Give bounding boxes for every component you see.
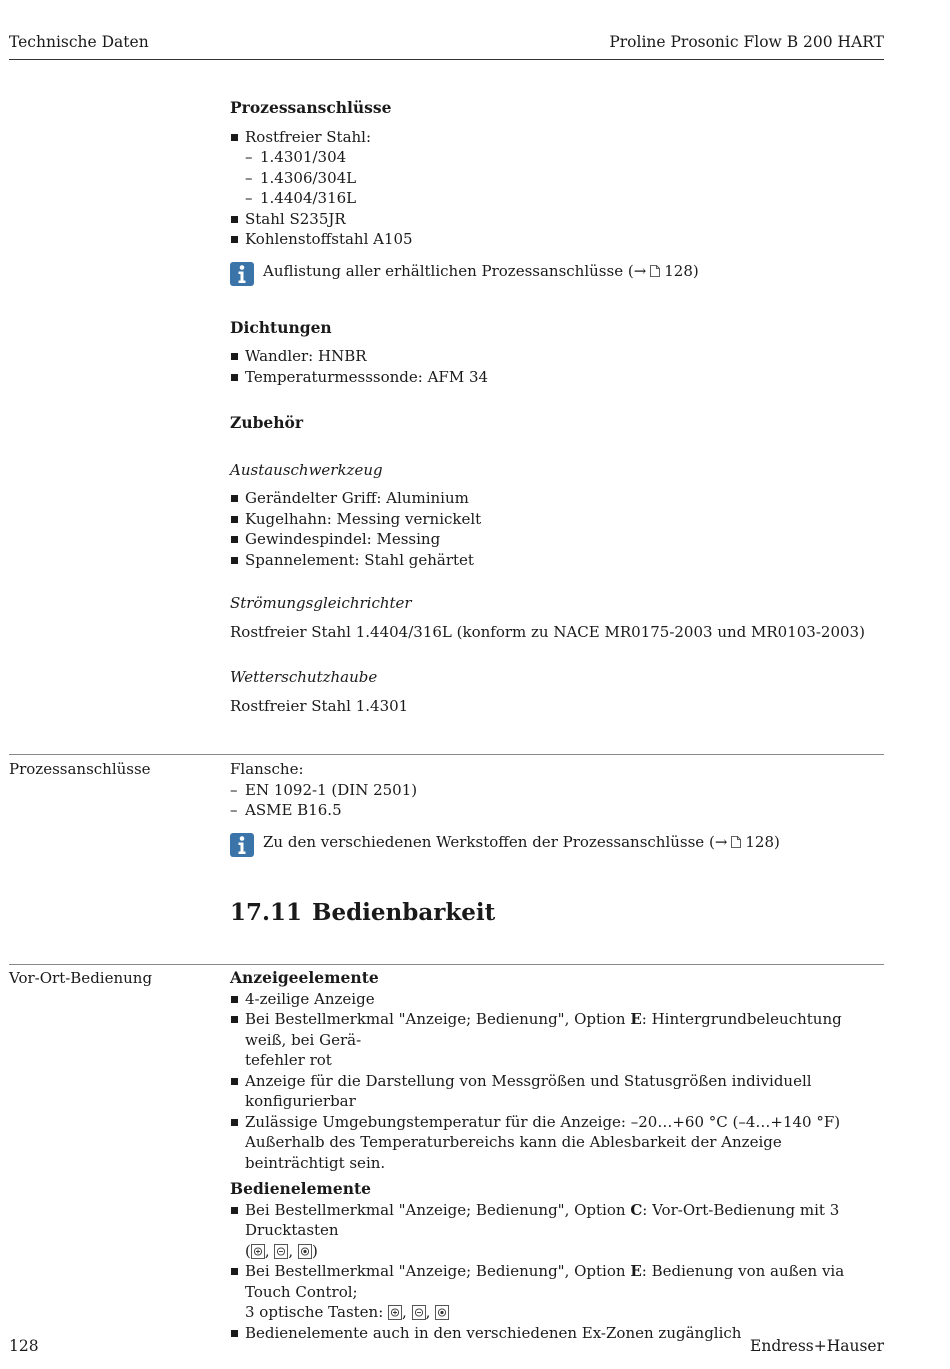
plus-key-icon bbox=[388, 1305, 402, 1320]
vorort-block bbox=[230, 968, 885, 1343]
austausch-list bbox=[230, 488, 885, 570]
minus-key-icon bbox=[412, 1305, 426, 1320]
chapter-title: Bedienbarkeit bbox=[312, 899, 496, 926]
section-rule bbox=[9, 754, 884, 755]
stroemung-text: Rostfreier Stahl 1.4404/316L (konform zu NACE MR0175-2003 und MR0103-2003) bbox=[230, 622, 865, 641]
austausch-subheading: Austauschwerkzeug bbox=[230, 460, 383, 479]
arrow-icon: → bbox=[633, 261, 647, 280]
page-ref-icon bbox=[731, 836, 741, 848]
list-item: – ASME B16.5 bbox=[230, 800, 885, 821]
info-note bbox=[230, 261, 885, 286]
info-icon bbox=[230, 262, 254, 286]
chapter-heading bbox=[230, 899, 885, 926]
page-ref-link[interactable]: 128) bbox=[664, 261, 699, 280]
minus-key-icon bbox=[274, 1244, 288, 1259]
list-item: Bei Bestellmerkmal "Anzeige; Bedienung", Option E: Hintergrundbeleuchtung weiß, bei Gerä- tefehler rot bbox=[230, 1009, 885, 1071]
section-rule bbox=[9, 964, 884, 965]
running-header-section: Technische Daten bbox=[9, 33, 149, 51]
wetter-text: Rostfreier Stahl 1.4301 bbox=[230, 696, 409, 715]
chapter-number: 17.11 bbox=[230, 899, 303, 926]
info-note-text: Zu den verschiedenen Werkstoffen der Prozessanschlüsse ( bbox=[263, 832, 715, 851]
list-item: Bei Bestellmerkmal "Anzeige; Bedienung", Option C: Vor-Ort-Bedienung mit 3 Drucktasten ( , , ) bbox=[230, 1200, 885, 1262]
header-rule bbox=[9, 59, 884, 60]
bedien-heading: Bedienelemente bbox=[230, 1179, 371, 1198]
bedien-list bbox=[230, 1200, 885, 1344]
anzeige-heading: Anzeigeelemente bbox=[230, 968, 379, 987]
list-item: Gerändelter Griff: Aluminium bbox=[230, 488, 885, 509]
info-note-text: Auflistung aller erhältlichen Prozessanschlüsse ( bbox=[263, 261, 634, 280]
dichtungen-list bbox=[230, 346, 885, 387]
anzeige-list bbox=[230, 989, 885, 1174]
enter-key-icon bbox=[435, 1305, 449, 1320]
list-item: Stahl S235JR bbox=[230, 209, 885, 230]
side-label-vor-ort-bedienung: Vor-Ort-Bedienung bbox=[9, 969, 153, 987]
page-number: 128 bbox=[9, 1337, 39, 1355]
info-icon bbox=[230, 833, 254, 857]
running-header-document: Proline Prosonic Flow B 200 HART bbox=[609, 33, 884, 51]
flansche-label: Flansche: bbox=[230, 760, 304, 778]
list-item: – 1.4301/304 bbox=[245, 147, 885, 168]
list-item: – EN 1092-1 (DIN 2501) bbox=[230, 780, 885, 801]
dichtungen-heading: Dichtungen bbox=[230, 317, 332, 337]
prozess-list bbox=[230, 127, 885, 250]
enter-key-icon bbox=[298, 1244, 312, 1259]
page-ref-link[interactable]: 128) bbox=[745, 832, 780, 851]
list-item: – 1.4404/316L bbox=[245, 188, 885, 209]
prozess-heading: Prozessanschlüsse bbox=[230, 98, 392, 117]
plus-key-icon bbox=[251, 1244, 265, 1259]
list-item: Wandler: HNBR bbox=[230, 346, 885, 367]
list-item: Spannelement: Stahl gehärtet bbox=[230, 550, 885, 571]
footer-brand: Endress+Hauser bbox=[750, 1337, 884, 1355]
list-item: 4-zeilige Anzeige bbox=[230, 989, 885, 1010]
werkstoffe-block bbox=[230, 98, 885, 716]
list-item: Bei Bestellmerkmal "Anzeige; Bedienung", Option E: Bedienung von außen via Touch Control; 3 optische Tasten: , , bbox=[230, 1261, 885, 1323]
arrow-icon: → bbox=[714, 832, 728, 851]
list-item: Kohlenstoffstahl A105 bbox=[230, 229, 885, 250]
list-item: Zulässige Umgebungstemperatur für die Anzeige: –20…+60 °C (–4…+140 °F) Außerhalb des Temperaturbereichs kann die Ablesbarkeit der Anzeige beinträchtigt sein. bbox=[230, 1112, 885, 1174]
flansche-list bbox=[230, 780, 885, 821]
list-item: Temperaturmesssonde: AFM 34 bbox=[230, 367, 885, 388]
stroemung-subheading: Strömungsgleichrichter bbox=[230, 594, 412, 612]
list-item: – 1.4306/304L bbox=[245, 168, 885, 189]
page-ref-icon bbox=[650, 265, 660, 277]
zubehoer-heading: Zubehör bbox=[230, 413, 304, 432]
list-item: Rostfreier Stahl: – 1.4301/304 – 1.4306/304L – 1.4404/316L bbox=[230, 127, 885, 209]
list-item: Gewindespindel: Messing bbox=[230, 529, 885, 550]
info-note bbox=[230, 832, 885, 857]
steel-grade-list bbox=[245, 147, 885, 209]
list-item: Anzeige für die Darstellung von Messgrößen und Statusgrößen individuell konfigurierbar bbox=[230, 1071, 885, 1112]
side-label-prozessanschluesse: Prozessanschlüsse bbox=[9, 760, 151, 778]
list-item: Kugelhahn: Messing vernickelt bbox=[230, 509, 885, 530]
wetter-subheading: Wetterschutzhaube bbox=[230, 668, 378, 686]
list-item: Bedienelemente auch in den verschiedenen Ex-Zonen zugänglich bbox=[230, 1323, 885, 1344]
prozessanschluesse-block bbox=[230, 759, 885, 857]
